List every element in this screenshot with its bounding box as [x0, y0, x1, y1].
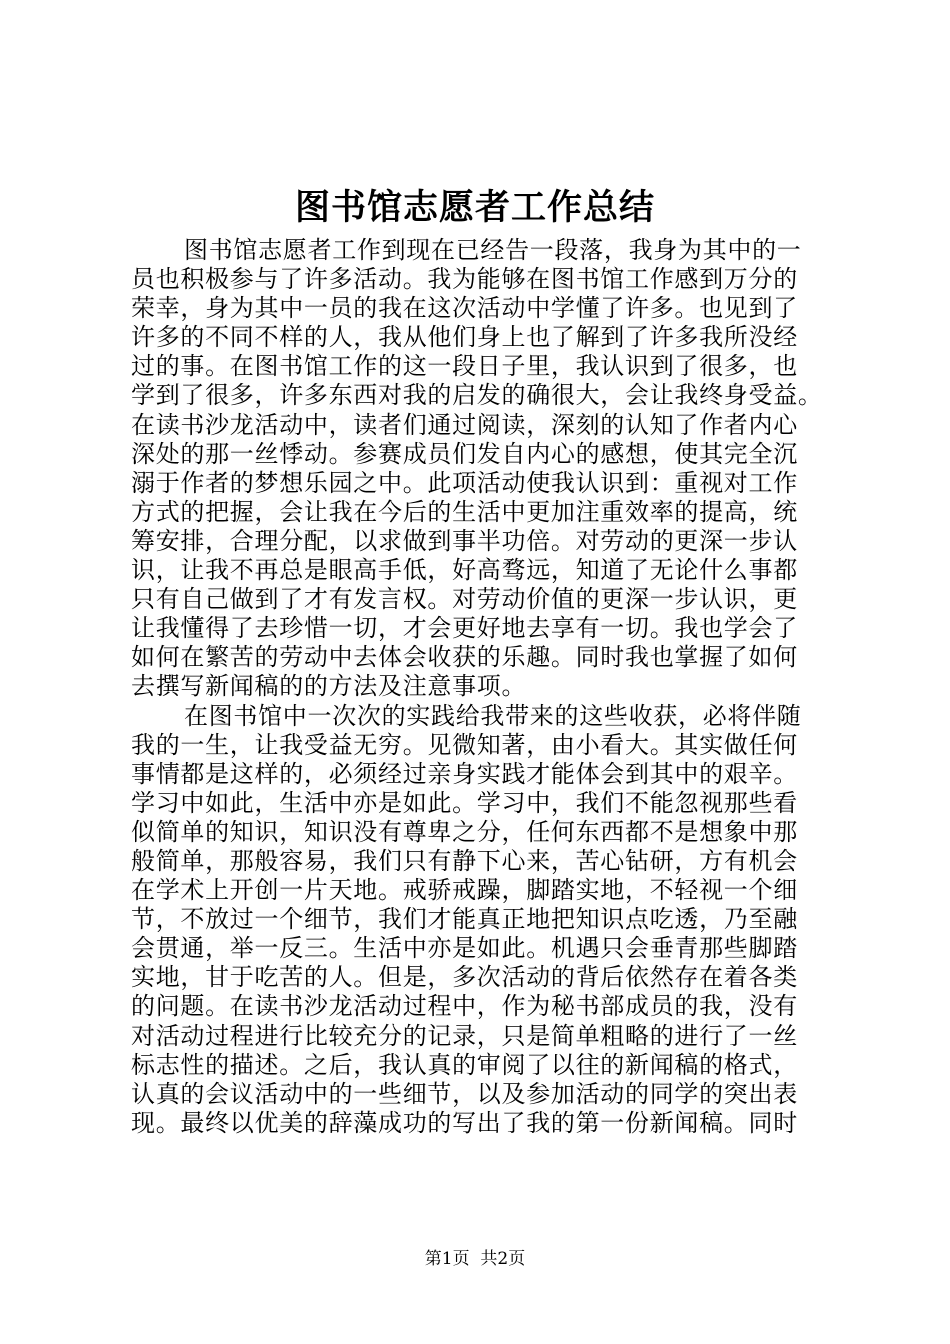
text-line: 对活动过程进行比较充分的记录，只是简单粗略的进行了一丝 — [131, 1021, 798, 1050]
text-line: 员也积极参与了许多活动。我为能够在图书馆工作感到万分的 — [131, 265, 798, 294]
text-line: 图书馆志愿者工作到现在已经告一段落，我身为其中的一 — [184, 236, 802, 264]
text-line: 似简单的知识，知识没有尊卑之分，任何东西都不是想象中那 — [131, 817, 798, 846]
text-line: 在图书馆中一次次的实践给我带来的这些收获，必将伴随 — [184, 701, 802, 730]
text-line: 学习中如此，生活中亦是如此。学习中，我们不能忽视那些看 — [131, 788, 798, 817]
document-body — [131, 236, 831, 1138]
text-line: 许多的不同不样的人，我从他们身上也了解到了许多我所没经 — [131, 323, 798, 352]
paragraph-1 — [131, 236, 831, 702]
text-line: 现。最终以优美的辞藻成功的写出了我的第一份新闻稿。同时 — [131, 1108, 798, 1137]
text-line: 荣幸，身为其中一员的我在这次活动中学懂了许多。也见到了 — [131, 294, 798, 323]
text-line: 深处的那一丝悸动。参赛成员们发自内心的感想，使其完全沉 — [131, 439, 798, 468]
text-line: 只有自己做到了才有发言权。对劳动价值的更深一步认识，更 — [131, 585, 798, 614]
text-line: 溺于作者的梦想乐园之中。此项活动使我认识到：重视对工作 — [131, 468, 798, 497]
text-line: 我的一生，让我受益无穷。见微知著，由小看大。其实做任何 — [131, 730, 798, 759]
text-line: 筹安排，合理分配，以求做到事半功倍。对劳动的更深一步认 — [131, 526, 798, 555]
text-line: 在学术上开创一片天地。戒骄戒躁，脚踏实地，不轻视一个细 — [131, 876, 798, 905]
text-line: 认真的会议活动中的一些细节，以及参加活动的同学的突出表 — [131, 1079, 798, 1108]
text-line: 识，让我不再总是眼高手低，好高骛远，知道了无论什么事都 — [131, 556, 798, 585]
text-line: 会贯通，举一反三。生活中亦是如此。机遇只会垂青那些脚踏 — [131, 934, 798, 963]
text-line: 学到了很多，许多东西对我的启发的确很大，会让我终身受益。 — [131, 381, 823, 410]
text-line: 般简单，那般容易，我们只有静下心来，苦心钻研，方有机会 — [131, 846, 798, 875]
text-line: 去撰写新闻稿的的方法及注意事项。 — [131, 672, 527, 701]
text-line: 实地，甘于吃苦的人。但是，多次活动的背后依然存在着各类 — [131, 963, 798, 992]
text-line: 的问题。在读书沙龙活动过程中，作为秘书部成员的我，没有 — [131, 992, 798, 1021]
text-line: 事情都是这样的，必须经过亲身实践才能体会到其中的艰辛。 — [131, 759, 798, 788]
text-line: 如何在繁苦的劳动中去体会收获的乐趣。同时我也掌握了如何 — [131, 643, 798, 672]
page-number-footer: 第1页 共2页 — [424, 1249, 526, 1269]
text-line: 节，不放过一个细节，我们才能真正地把知识点吃透，乃至融 — [131, 905, 798, 934]
text-line: 让我懂得了去珍惜一切，才会更好地去享有一切。我也学会了 — [131, 614, 798, 643]
paragraph-2 — [131, 702, 831, 1138]
text-line: 过的事。在图书馆工作的这一段日子里，我认识到了很多，也 — [131, 352, 798, 381]
text-line: 标志性的描述。之后，我认真的审阅了以往的新闻稿的格式， — [131, 1050, 798, 1079]
text-line: 方式的把握，会让我在今后的生活中更加注重效率的提高，统 — [131, 497, 798, 526]
document-title: 图书馆志愿者工作总结 — [294, 187, 655, 228]
text-line: 在读书沙龙活动中，读者们通过阅读，深刻的认知了作者内心 — [131, 410, 798, 439]
